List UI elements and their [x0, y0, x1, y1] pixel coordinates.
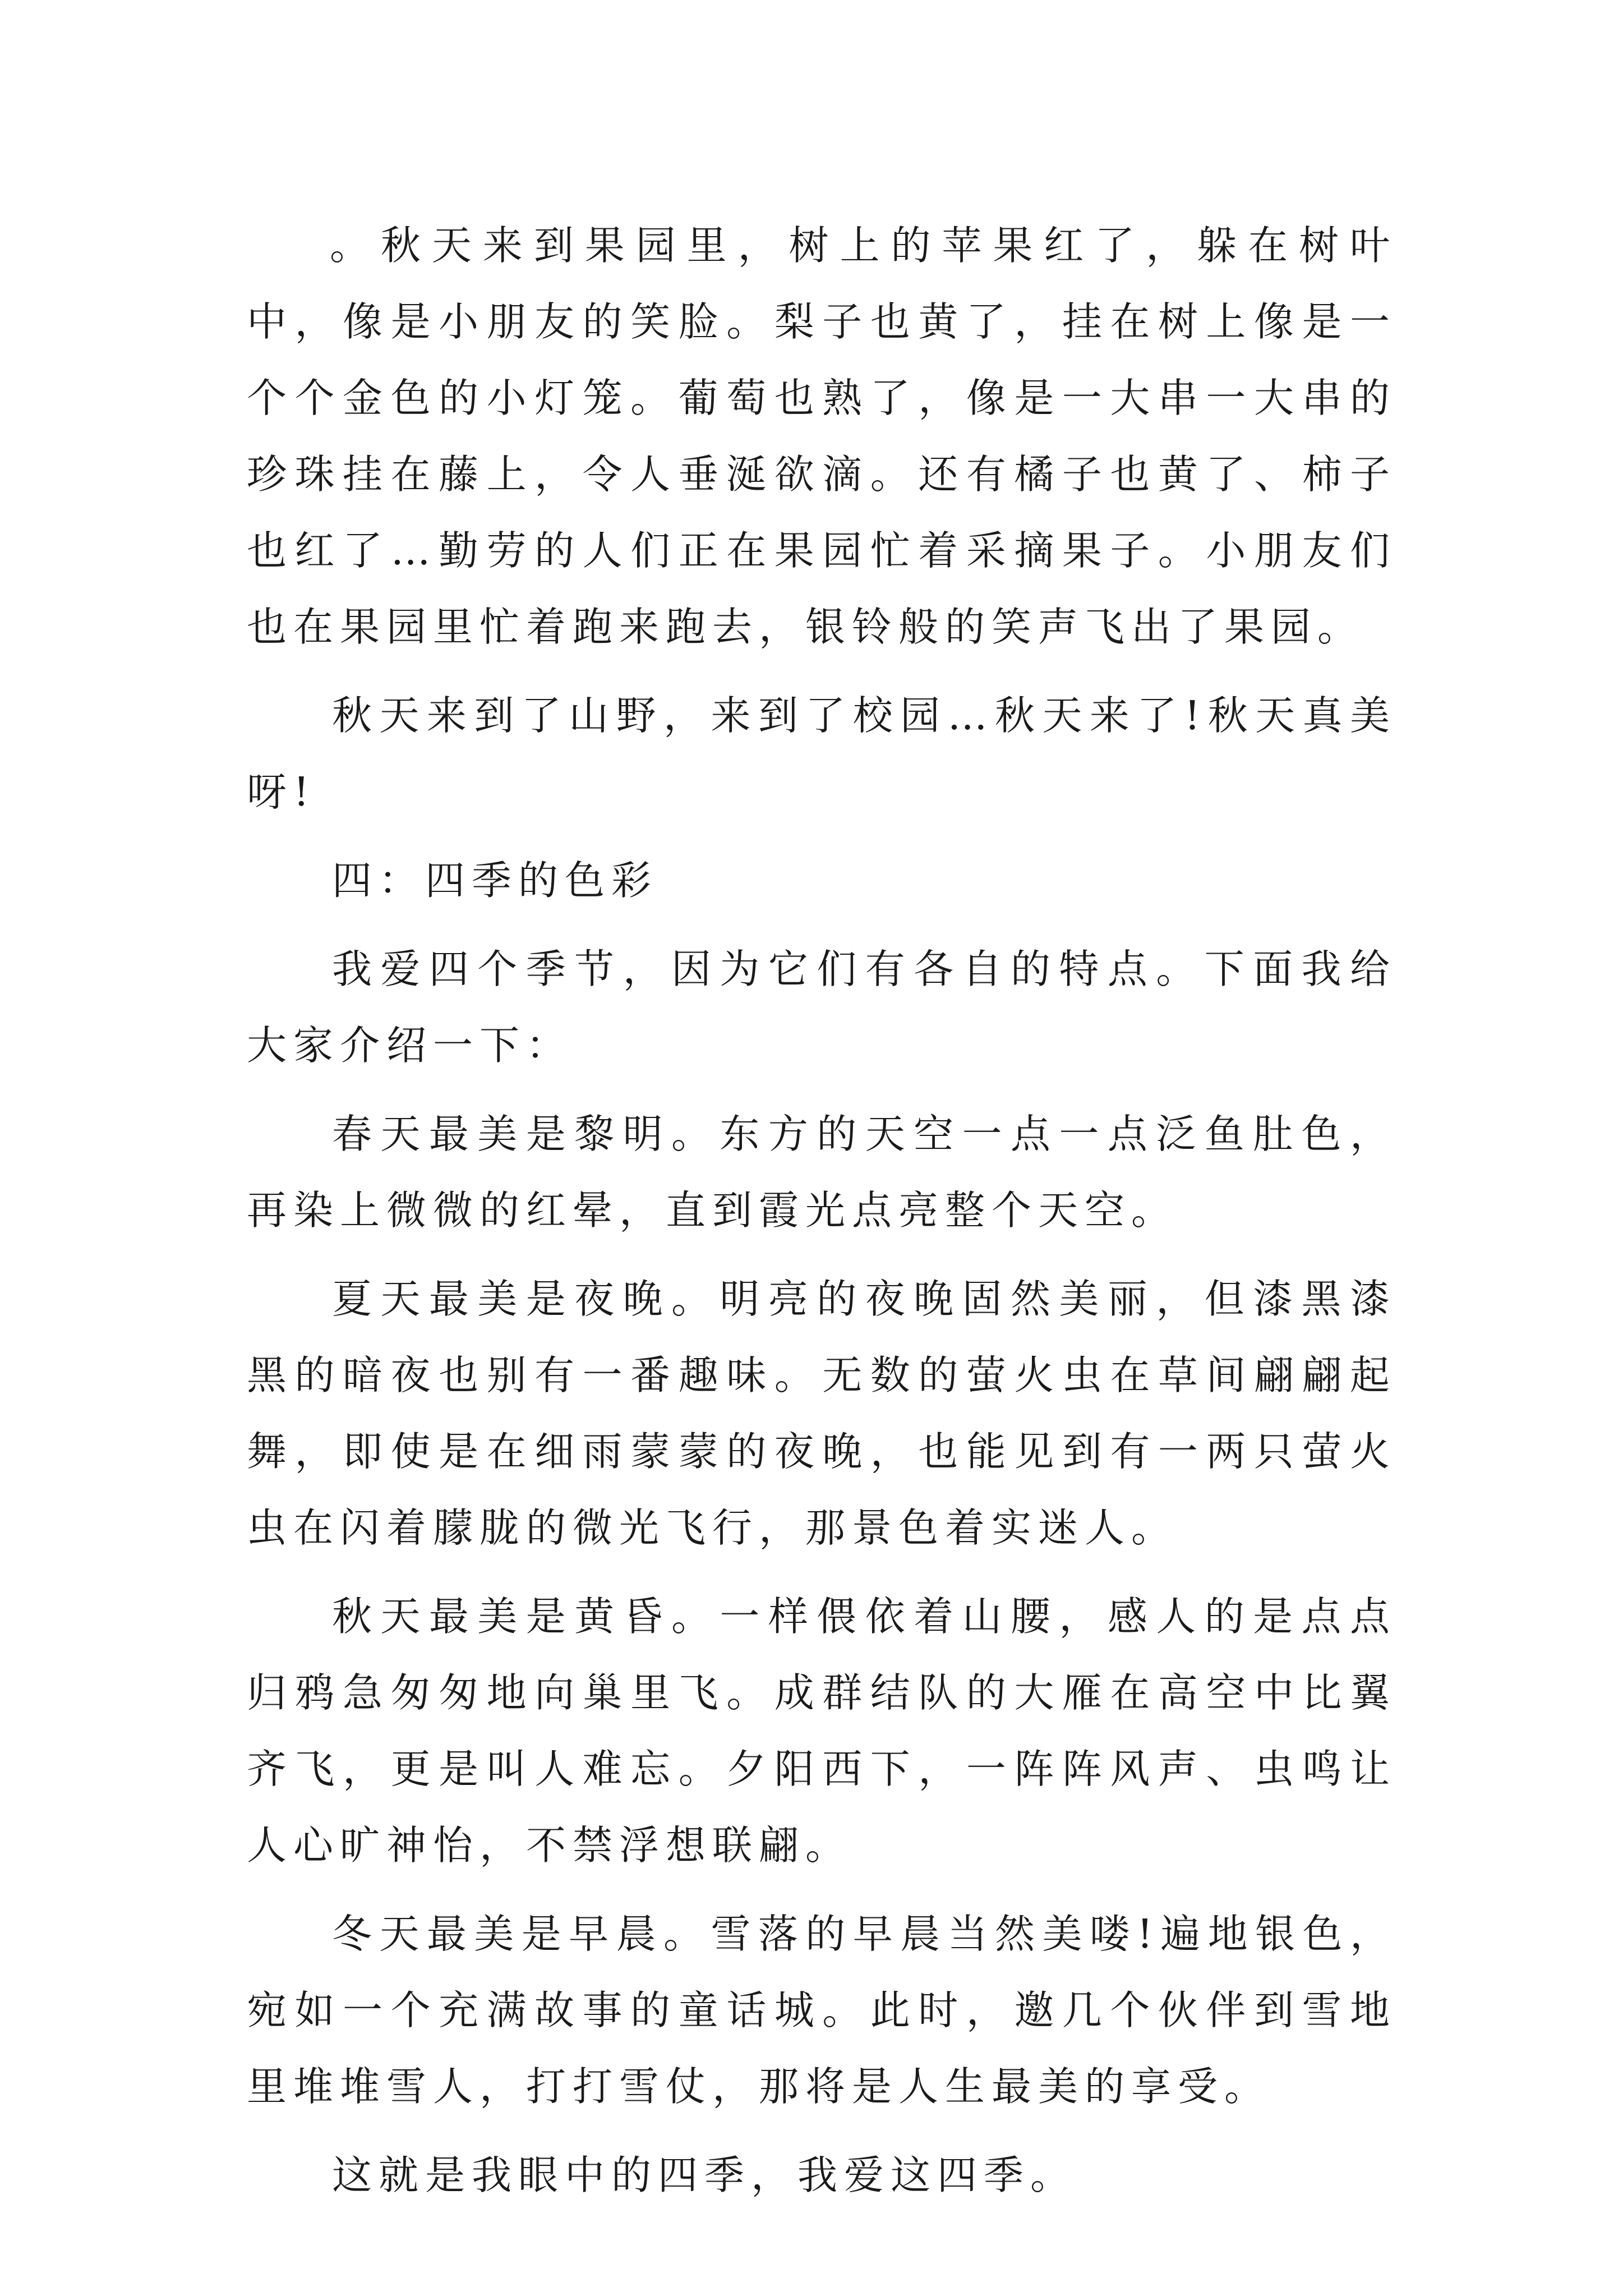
paragraph-autumn: 秋天最美是黄昏。一样偎依着山腰，感人的是点点归鸦急匆匆地向巢里飞。成群结队的大雁在高空中比翼齐飞，更是叫人难忘。夕阳西下，一阵阵风声、虫鸣让人心旷神怡，不禁浮想联翩。: [247, 1593, 1396, 1869]
paragraph-autumn-ending: 秋天来到了山野，来到了校园…秋天来了!秋天真美呀!: [247, 692, 1396, 815]
paragraph-summer: 夏天最美是夜晚。明亮的夜晚固然美丽，但漆黑漆黑的暗夜也别有一番趣味。无数的萤火虫在草间翩翩起舞，即使是在细雨蒙蒙的夜晚，也能见到有一两只萤火虫在闪着朦胧的微光飞行，那景色着实迷人。: [247, 1276, 1396, 1551]
section-heading: 四：四季的色彩: [332, 857, 658, 904]
paragraph-conclusion: 这就是我眼中的四季，我爱这四季。: [332, 2152, 1077, 2198]
paragraph-winter: 冬天最美是早晨。雪落的早晨当然美喽!遍地银色，宛如一个充满故事的童话城。此时，邀几个伙伴到雪地里堆堆雪人，打打雪仗，那将是人生最美的享受。: [247, 1911, 1396, 2110]
paragraph-spring: 春天最美是黎明。东方的天空一点一点泛鱼肚色，再染上微微的红晕，直到霞光点亮整个天空。: [247, 1111, 1396, 1234]
document-page: [247, 208, 1396, 2226]
paragraph-autumn-orchard: 。秋天来到果园里，树上的苹果红了，躲在树叶中，像是小朋友的笑脸。梨子也黄了，挂在树上像是一个个金色的小灯笼。葡萄也熟了，像是一大串一大串的珍珠挂在藤上，令人垂涎欲滴。还有橘子也黄了、柿子也红了…勤劳的人们正在果园忙着采摘果子。小朋友们也在果园里忙着跑来跑去，银铃般的笑声飞出了果园。: [247, 222, 1396, 650]
paragraph-intro: 我爱四个季节，因为它们有各自的特点。下面我给大家介绍一下：: [247, 946, 1396, 1069]
